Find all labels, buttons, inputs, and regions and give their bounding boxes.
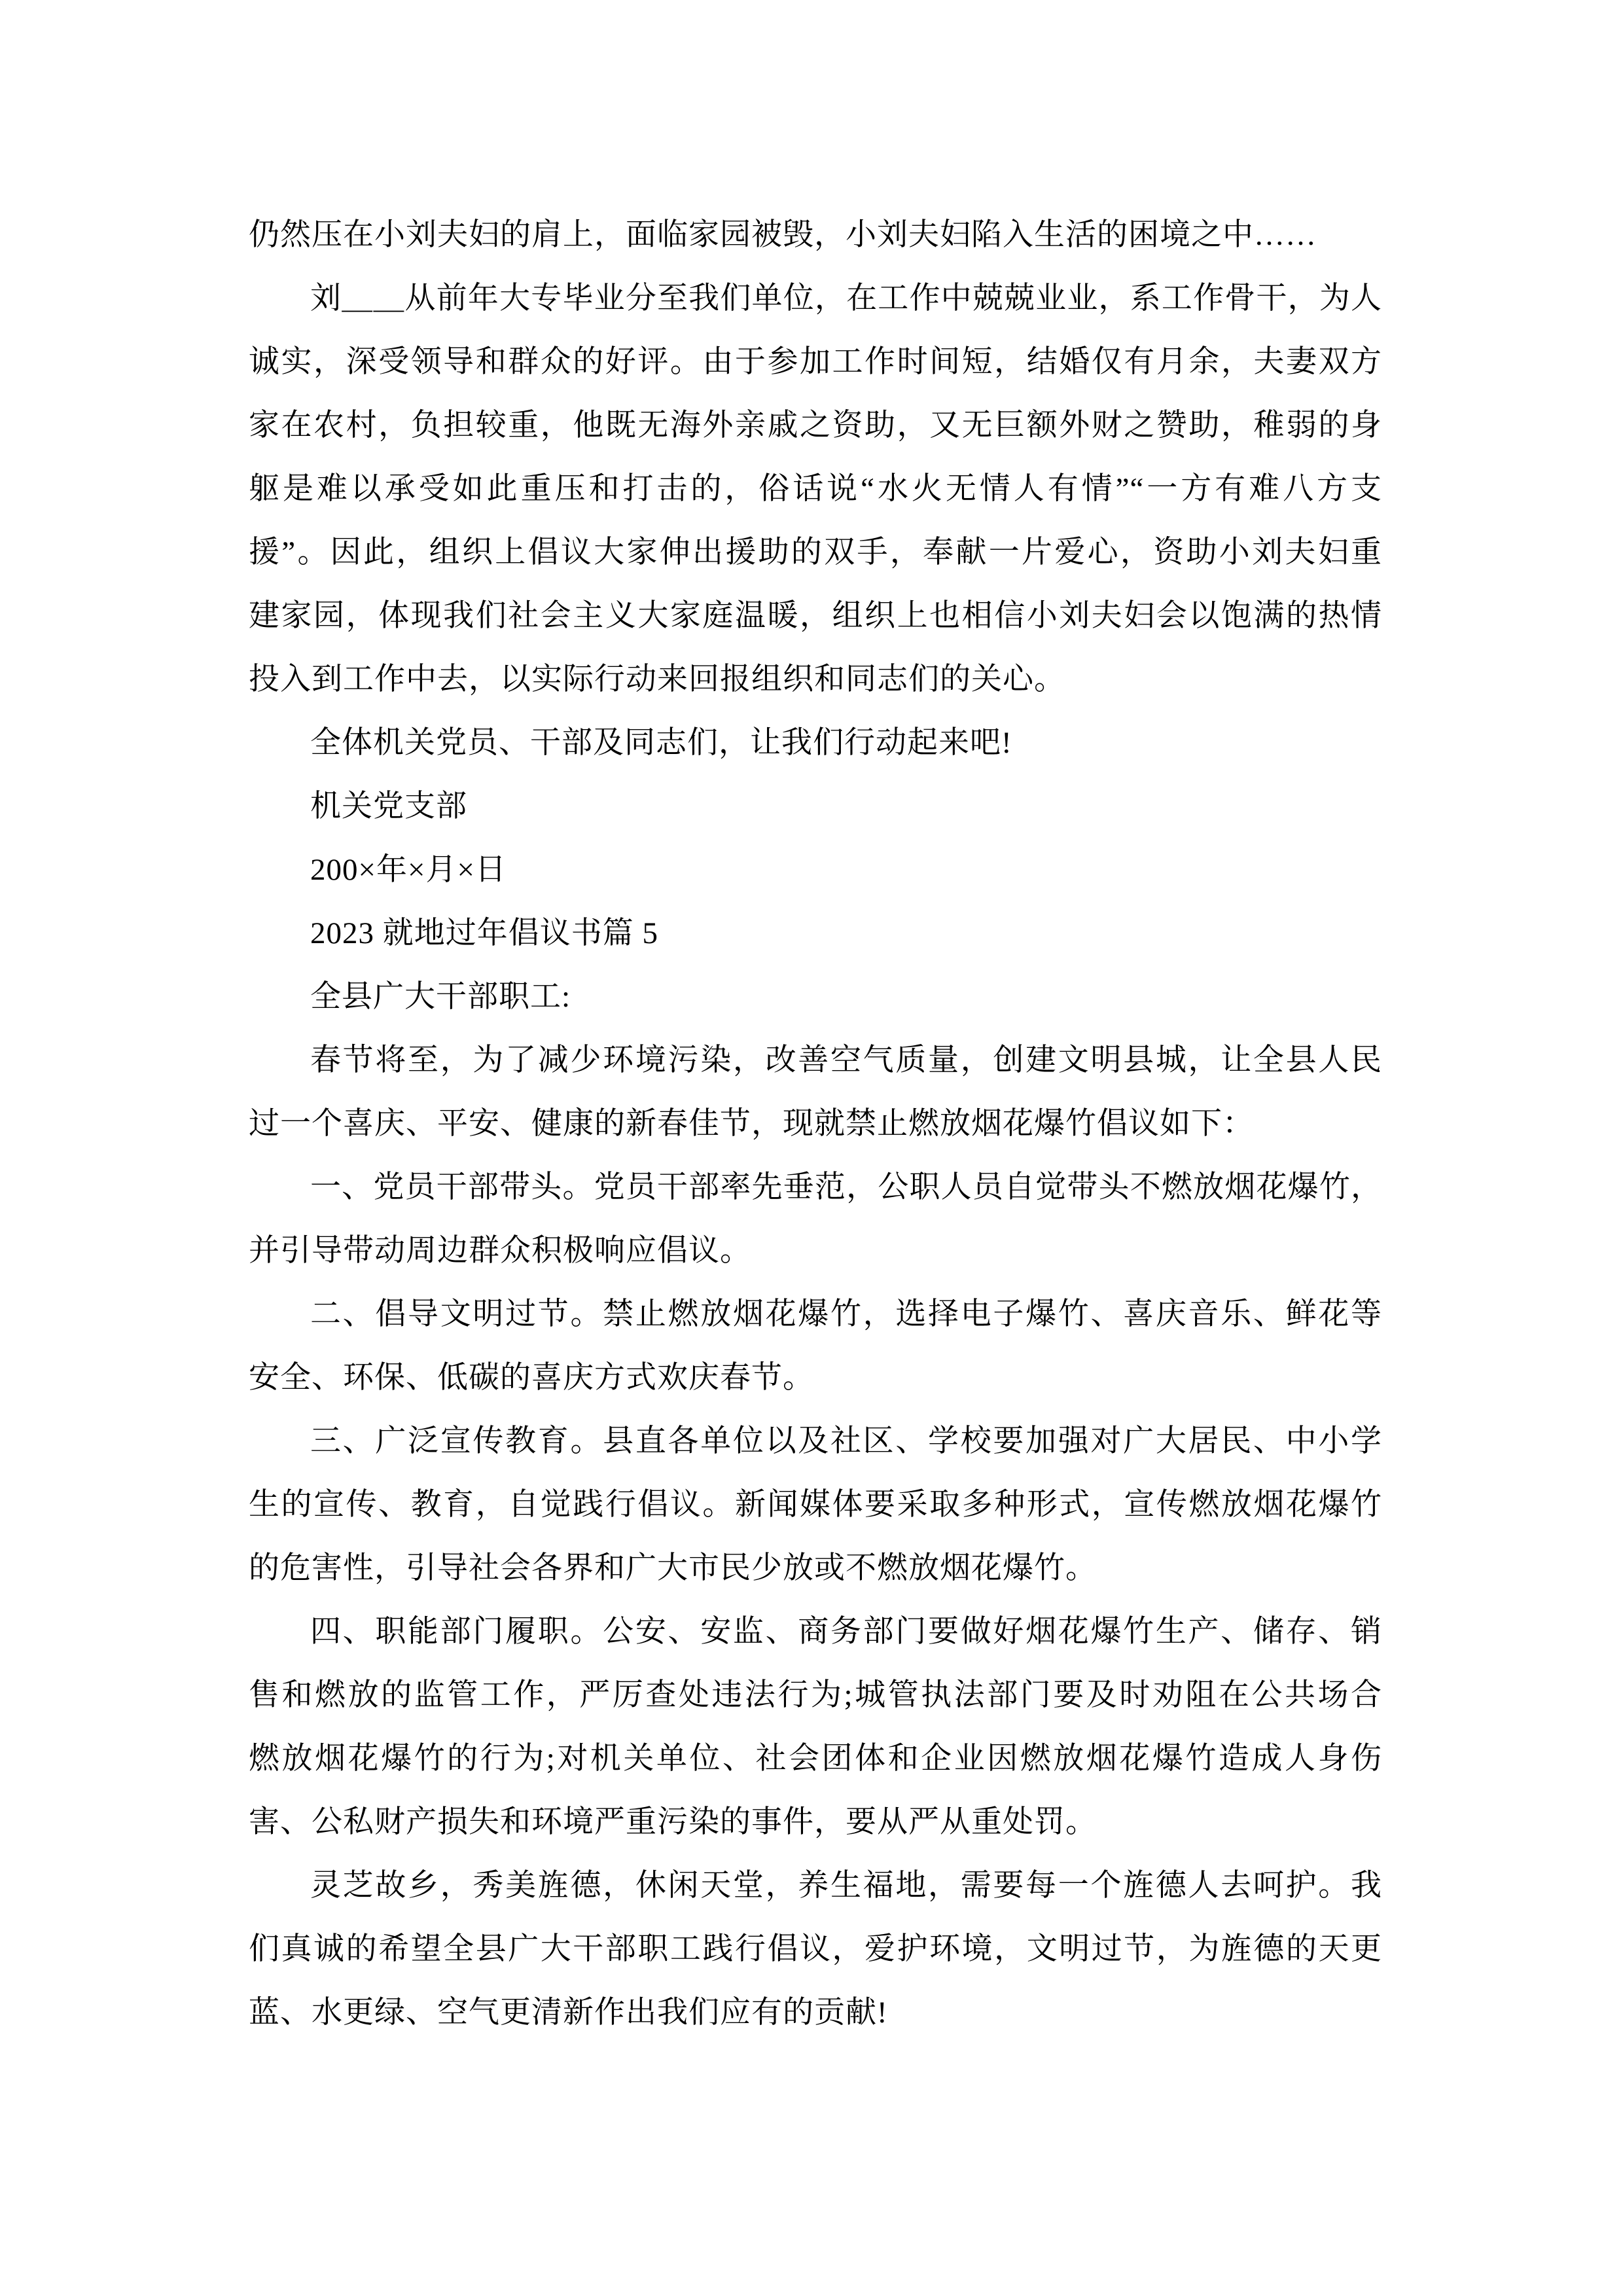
text-line: 三、广泛宣传教育。县直各单位以及社区、学校要加强对广大居民、中小学 bbox=[310, 1424, 1382, 1458]
text-line: 家在农村，负担较重，他既无海外亲戚之资助，又无巨额外财之赞助，稚弱的身 bbox=[249, 408, 1382, 442]
text-line: 生的宣传、教育，自觉践行倡议。新闻媒体要采取多种形式，宣传燃放烟花爆竹 bbox=[249, 1488, 1382, 1522]
text-line: 春节将至，为了减少环境污染，改善空气质量，创建文明县城，让全县人民 bbox=[310, 1043, 1382, 1077]
text-line: 燃放烟花爆竹的行为;对机关单位、社会团体和企业因燃放烟花爆竹造成人身伤 bbox=[249, 1742, 1382, 1776]
text-line: 仍然压在小刘夫妇的肩上，面临家园被毁，小刘夫妇陷入生活的困境之中…… bbox=[249, 218, 1317, 252]
text-line: 200×年×月×日 bbox=[310, 853, 507, 887]
text-line: 们真诚的希望全县广大干部职工践行倡议，爱护环境，文明过节，为旌德的天更 bbox=[249, 1932, 1382, 1966]
text-line: 援”。因此，组织上倡议大家伸出援助的双手，奉献一片爱心，资助小刘夫妇重 bbox=[249, 535, 1382, 569]
text-line: 灵芝故乡，秀美旌德，休闲天堂，养生福地，需要每一个旌德人去呵护。我 bbox=[310, 1869, 1382, 1903]
text-line: 投入到工作中去，以实际行动来回报组织和同志们的关心。 bbox=[249, 662, 1065, 696]
document-text bbox=[249, 204, 1382, 2045]
text-line: 一、党员干部带头。党员干部率先垂范，公职人员自觉带头不燃放烟花爆竹， bbox=[310, 1170, 1382, 1204]
text-line: 刘＿＿从前年大专毕业分至我们单位，在工作中兢兢业业，系工作骨干，为人 bbox=[310, 281, 1382, 315]
text-line: 二、倡导文明过节。禁止燃放烟花爆竹，选择电子爆竹、喜庆音乐、鲜花等 bbox=[310, 1297, 1382, 1331]
text-line: 建家园，体现我们社会主义大家庭温暖，组织上也相信小刘夫妇会以饱满的热情 bbox=[249, 599, 1382, 633]
text-line: 2023 就地过年倡议书篇 5 bbox=[310, 916, 658, 950]
text-line: 并引导带动周边群众积极响应倡议。 bbox=[249, 1234, 751, 1268]
text-line: 躯是难以承受如此重压和打击的，俗话说“水火无情人有情”“一方有难八方支 bbox=[249, 472, 1382, 506]
text-line: 过一个喜庆、平安、健康的新春佳节，现就禁止燃放烟花爆竹倡议如下： bbox=[249, 1107, 1254, 1141]
text-line: 安全、环保、低碳的喜庆方式欢庆春节。 bbox=[249, 1361, 814, 1395]
text-line: 诚实，深受领导和群众的好评。由于参加工作时间短，结婚仅有月余，夫妻双方 bbox=[249, 345, 1382, 379]
text-line: 全体机关党员、干部及同志们，让我们行动起来吧! bbox=[310, 726, 1012, 760]
text-line: 全县广大干部职工: bbox=[310, 980, 571, 1014]
text-line: 蓝、水更绿、空气更清新作出我们应有的贡献! bbox=[249, 1996, 888, 2030]
text-line: 机关党支部 bbox=[310, 789, 467, 823]
text-line: 四、职能部门履职。公安、安监、商务部门要做好烟花爆竹生产、储存、销 bbox=[310, 1615, 1382, 1649]
text-line: 的危害性，引导社会各界和广大市民少放或不燃放烟花爆竹。 bbox=[249, 1551, 1097, 1585]
text-line: 害、公私财产损失和环境严重污染的事件，要从严从重处罚。 bbox=[249, 1805, 1097, 1839]
text-line: 售和燃放的监管工作，严厉查处违法行为;城管执法部门要及时劝阻在公共场合 bbox=[249, 1678, 1382, 1712]
